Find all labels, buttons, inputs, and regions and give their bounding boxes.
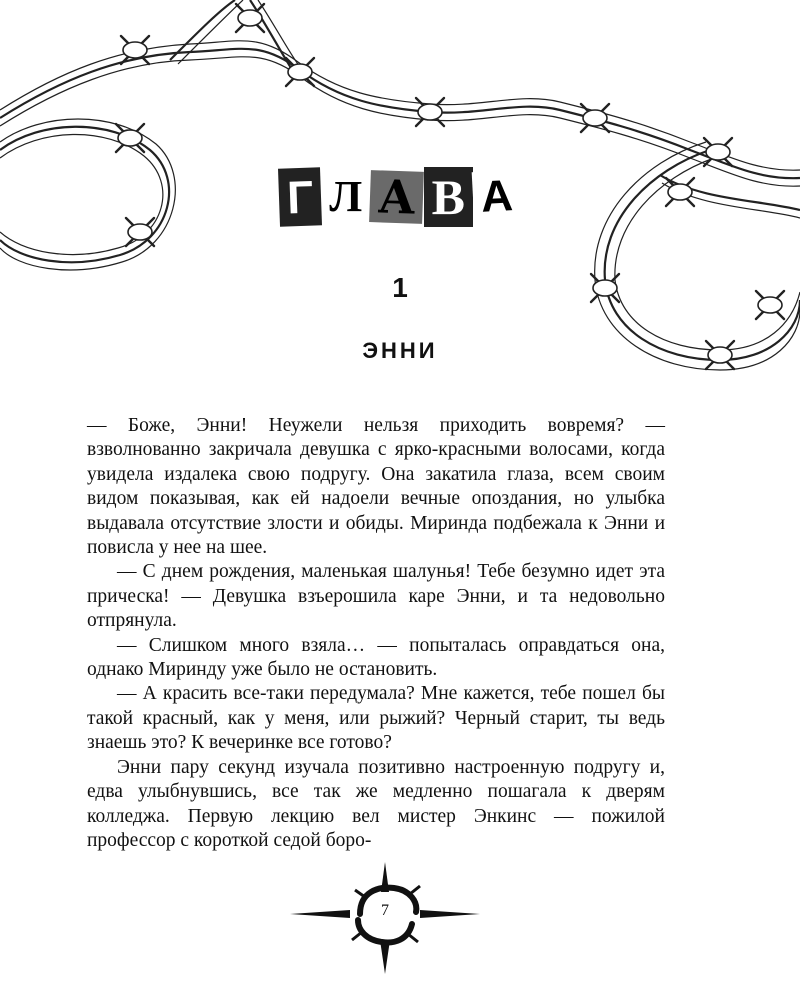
chapter-number: 1	[392, 272, 408, 303]
chapter-title: ЭННИ	[362, 338, 438, 363]
chapter-heading-letter: В	[424, 167, 473, 227]
paragraph: Энни пару секунд изучала позитивно настроенную подругу и, едва улыбнувшись, все так же медленно пошагала к дверям колледжа. Первую лекцию вел мистер Энкинс — пожилой профессор с короткой седой боро-	[87, 756, 665, 851]
paragraph: — С днем рождения, маленькая шалунья! Тебе безумно идет эта прическа! — Девушка взъерошила каре Энни, и та недовольно отпрянула.	[87, 561, 665, 632]
paragraph: — Боже, Энни! Неужели нельзя приходить вовремя? — взволнованно закричала девушка с ярко-красными волосами, когда увидела издалека свою подругу. Она закатила глаза, всем своим видом показывая, как ей надоели вечные опоздания, но улыбка выдавала отсутствие злости и обиды. Миринда подбежала к Энни и повисла у нее на шее.	[87, 415, 665, 559]
chapter-heading-letter: А	[369, 170, 424, 224]
chapter-heading-letter: А	[472, 170, 522, 224]
chapter-heading-letter: Л	[321, 170, 370, 224]
page-number: 7	[381, 902, 389, 919]
paragraph: — А красить все-таки передумала? Мне кажется, тебе пошел бы такой красный, как у меня, или рыжий? Черный старит, ты ведь знаешь это? К вечеринке все готово?	[87, 683, 665, 754]
paragraph: — Слишком много взяла… — попыталась оправдаться она, однако Миринду уже было не остановить.	[87, 634, 665, 681]
body-text	[87, 414, 665, 853]
chapter-heading-letter: Г	[278, 167, 322, 226]
chapter-heading	[0, 162, 800, 232]
page-number-ornament	[290, 862, 480, 974]
